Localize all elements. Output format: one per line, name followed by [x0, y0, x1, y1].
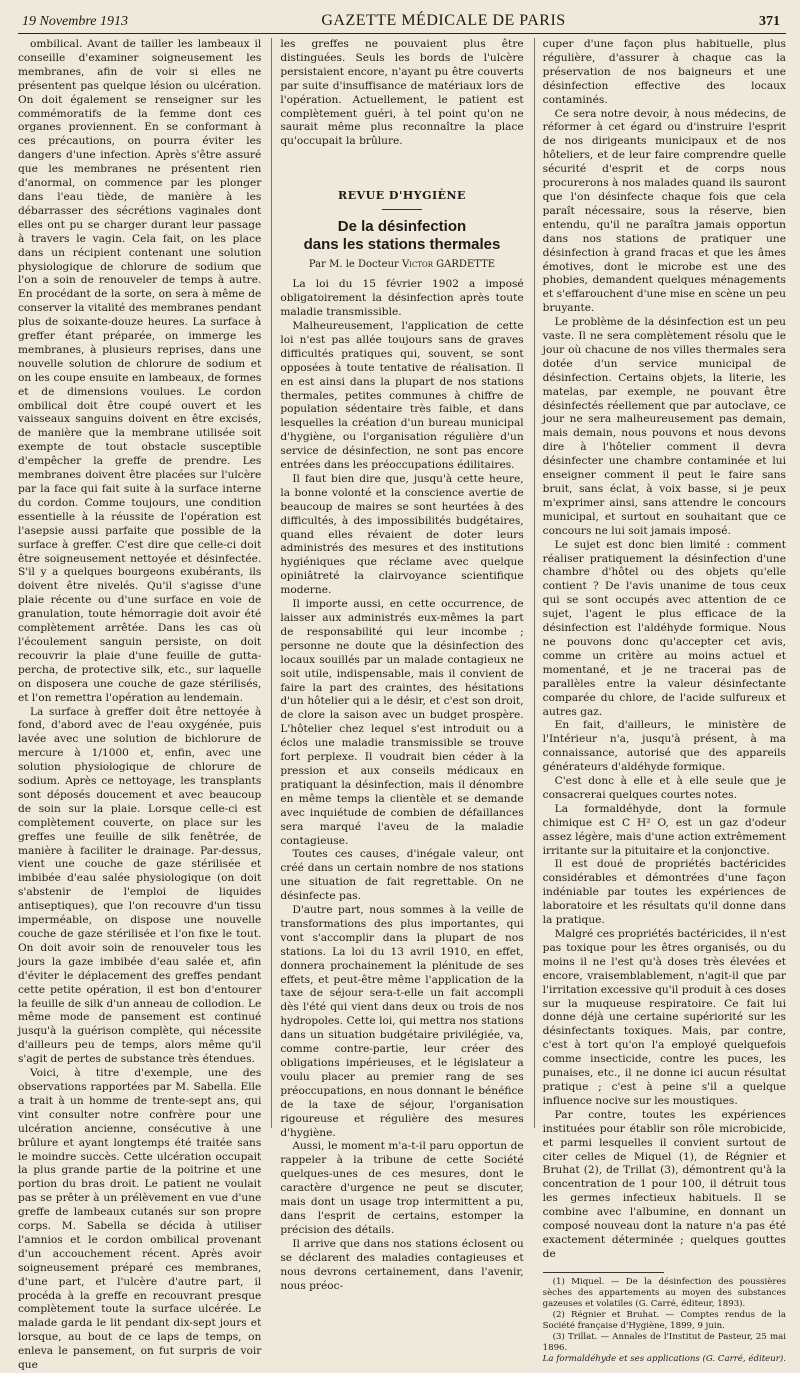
paragraph: Aussi, le moment m'a-t-il paru opportun de rappeler à la tribune de cette Société quelques-unes de ces mesures, dont le caractère d'urgence ne peut se discuter, mais dont un usage trop intermittent a pu, dans l'esprit de certains, estomper la précision des détails.: [280, 1140, 524, 1236]
section-title: REVUE D'HYGIÈNE: [338, 189, 466, 203]
paragraph: Voici, à titre d'exemple, une des observations rapportées par M. Sabella. Elle a trait à un homme de trente-sept ans, qui vint consulter notre confrère pour une ulcération ancienne, consécutive à une brûlure et ayant longtemps été traitée sans le moindre succès. Cette ulcération occupait la plus grande partie de la poitrine et une portion du bras droit. Le patient ne voulait pas se prêter à un prélèvement en vue d'une greffe de lambeaux cutanés sur son propre corps. M. Sabella se décida à utiliser l'amnios et le cordon ombilical provenant d'un accouchement récent. Après avoir soigneusement préparé ces membranes, d'une part, et l'ulcère d'autre part, il procéda à la greffe en recouvrant presque complètement toute la surface ulcérée. Le malade garda le lit pendant dix-sept jours et lorsque, au bout de ce laps de temps, on enleva le pansement, on fut surpris de voir que: [18, 1067, 262, 1372]
column-3: [534, 38, 786, 1364]
paragraph: Ce sera notre devoir, à nous médecins, de réformer à cet égard ou d'instruire l'esprit de nos dirigeants municipaux et de nos hôteliers, et de leur faire comprendre quelle sécurité d'esprit et de corps nous procurerons à nos malades quand ils sauront que l'on désinfecte chaque fois que cela paraît nécessaire, sous la réserve, bien entendu, qu'il ne paraîtra jamais opportun dans nos stations de pratiquer une désinfection à grand fracas et que les âmes émotives, dont le microbe est une des phobies, demandent quelques ménagements et s'effarouchent d'une mise en scène un peu bruyante.: [542, 107, 786, 315]
paragraph: les greffes ne pouvaient plus être distinguées. Seuls les bords de l'ulcère persistaient encore, n'ayant pu être couverts par suite d'insuffisance de matériaux lors de l'opération. Actuellement, le patient est complètement guéri, à tel point qu'on ne saurait même plus reconnaître la place qu'occupait la brûlure.: [280, 38, 524, 148]
paragraph: cuper d'une façon plus habituelle, plus régulière, d'assurer à chaque cas la préservation de nos baigneurs et une désinfection effective des locaux contaminés.: [542, 38, 786, 106]
paragraph: Le sujet est donc bien limité : comment réaliser pratiquement la désinfection d'une chambre d'hôtel ou des objets qu'elle contient ? De l'avis unanime de tous ceux qui se sont occupés avec attention de ce sujet, l'agent le plus efficace de la désinfection est l'aldéhyde formique. Nous ne pouvons donc qu'accepter cet avis, comme un critère au moins actuel et momentané, et je ne tracerai pas de parallèles entre la valeur désinfectante comparée du chlore, de l'acide sulfureux et autres gaz.: [542, 538, 786, 718]
paragraph: La formaldéhyde, dont la formule chimique est C H² O, est un gaz d'odeur assez légère, mais d'une action extrêmement irritante sur la pituitaire et la conjonctive.: [542, 802, 786, 857]
byline: [280, 259, 523, 270]
footnote-3-continued: [543, 1354, 786, 1365]
footnote-3-title: La formaldéhyde et ses applications (G. Carré, éditeur).: [542, 1353, 786, 1364]
paragraph: La loi du 15 février 1902 a imposé obligatoirement la désinfection après toute maladie transmissible.: [280, 278, 524, 319]
divider: [382, 209, 422, 210]
article-title-line-2: dans les stations thermales: [303, 236, 501, 254]
journal-title: GAZETTE MÉDICALE DE PARIS: [321, 12, 566, 29]
column-2: [271, 38, 524, 1292]
paragraph: Toutes ces causes, d'inégale valeur, ont créé dans un certain nombre de nos stations une situation de fait regrettable. On ne désinfecte pas.: [280, 848, 524, 903]
page-number: 371: [759, 14, 780, 29]
paragraph: D'autre part, nous sommes à la veille de transformations des plus importantes, qui vont s'accomplir dans la plupart de nos stations. La loi du 13 avril 1910, en effet, donnera prochainement la plénitude de ses effets, et peut-être même l'application de la taxe de séjour sera-t-elle un fait accompli dès l'été qui vient dans deux ou trois de nos hydropoles. Cette loi, qui mettra nos stations dans un situation budgétaire privilégiée, va, comme contre-partie, leur créer des obligations impérieuses, et le législateur a voulu placer au premier rang de ses préoccupations, en nous donnant le bénéfice de la taxe de séjour, l'organisation rigoureuse et régulière des mesures d'hygiène.: [280, 904, 524, 1139]
paragraph: Il arrive que dans nos stations éclosent ou se déclarent des maladies contagieuses et nous devrons certainement, dans l'avenir, nous préoc-: [280, 1237, 524, 1292]
page-header: [18, 0, 786, 34]
byline-prefix: Par M. le Docteur: [308, 259, 399, 271]
footnote-2: (2) Régnier et Bruhat. — Comptes rendus de la Société française d'Hygiène, 1899, 9 juin.: [542, 1309, 786, 1331]
paragraph: C'est donc à elle et à elle seule que je consacrerai quelques courtes notes.: [542, 775, 786, 801]
footnote-3: (3) Trillat. — Annales de l'Institut de Pasteur, 25 mai 1896.: [542, 1331, 786, 1353]
footnote-divider: [543, 1272, 665, 1273]
footnote-1: (1) Miquel. — De la désinfection des poussières sèches des appartements au moyen des substances gazeuses et volatiles (G. Carré, éditeur, 1893).: [542, 1276, 786, 1309]
paragraph: Il importe aussi, en cette occurrence, de laisser aux administrés eux-mêmes la part de responsabilité qui leur incombe ; personne ne doute que la désinfection des locaux souillés par un malade contagieux ne soit utile, indispensable, mais il convient de faire la part des craintes, des hésitations d'un hôtelier qui a le désir, et c'est son droit, de clore la saison avec un budget prospère. L'hôtelier chez lequel s'est introduit ou a éclos une maladie transmissible se trouve fort perplexe. Il voudrait bien céder à la pression et aux conseils médicaux en pratiquant la désinfection, mais il dénombre en même temps la clientèle et se demande avec inquiétude de combien de défaillances sera marqué l'aveu de la maladie contagieuse.: [280, 598, 524, 847]
paragraph: Par contre, toutes les expériences instituées pour établir son rôle microbicide, et parmi lesquelles il convient surtout de citer celles de Miquel (1), de Régnier et Bruhat (2), de Trillat (3), démontrent qu'à la concentration de 1 pour 100, il détruit tous les germes infectieux habituels. Il se combine avec l'albumine, en donnant un composé nouveau dont la nature n'a pas été exactement déterminée ; quelques gouttes de: [542, 1108, 786, 1260]
paragraph: En fait, d'ailleurs, le ministère de l'Intérieur n'a, jusqu'à présent, à ma connaissance, autorisé que des appareils générateurs d'aldéhyde formique.: [542, 719, 786, 774]
paragraph: Le problème de la désinfection est un peu vaste. Il ne sera complètement résolu que le jour où chacune de nos villes thermales sera dotée d'un service municipal de désinfection. Certains objets, la literie, les matelas, par exemple, ne pouvant être désinfectés réellement que par autoclave, ce jour ne sera malheureusement pas demain, mais demain, nous pouvons et nous devons dire à l'hôtelier comment il devra désinfecter une chambre contaminée et lui enseigner comment il peut le faire sans bruit, sans éclat, à voix basse, si je peux m'exprimer ainsi, sans attendre le concours municipal, et surtout en souhaitant que ce concours ne lui soit jamais imposé.: [542, 316, 786, 537]
paragraph: La surface à greffer doit être nettoyée à fond, d'abord avec de l'eau oxygénée, puis lavée avec une solution de bichlorure de mercure à 1/1000 et, enfin, avec une solution physiologique de chlorure de sodium. Après ce nettoyage, les transplants sont déposés doucement et avec beaucoup de soin sur la plaie. Lorsque celle-ci est complètement couverte, on place sur les greffes une feuille de silk fenêtrée, de manière à faciliter le drainage. Par-dessus, vient une couche de gaze stérilisée et imbibée d'eau salée physiologique (on doit s'abstenir de l'emploi de liquides antiseptiques), que l'on recouvre d'un tissu imperméable, on dispose une nouvelle couche de gaze stérilisée et l'on fixe le tout. On doit avoir soin de renouveler tous les jours la gaze imbibée d'eau salée et, afin d'éviter le déplacement des greffes pendant cette petite opération, il est bon d'entourer la feuille de silk d'un anneau de collodion. Le même mode de pansement est continué jusqu'à la guérison complète, qui nécessite d'ailleurs peu de temps, alors même qu'il s'agit de pertes de substance très étendues.: [18, 705, 262, 1066]
paragraph: Malgré ces propriétés bactéricides, il n'est pas toxique pour les êtres organisés, ou du moins il ne l'est qu'à doses très élevées et encore, vraisemblablement, n'agit-il que par l'irritation excessive qu'il produit à ces doses sur la muqueuse respiratoire. Ce fait lui donne déjà une certaine supériorité sur les désinfectants toxiques. Mais, par contre, c'est à tort qu'on l'a employé quelquefois comme insecticide, contre les puces, les punaises, etc., il ne donne ici aucun résultat pratique ; c'est à peine s'il a quelque influence nocive sur les moustiques.: [542, 928, 786, 1107]
paragraph: ombilical. Avant de tailler les lambeaux il conseille d'examiner soigneusement les membranes, afin de voir si elles ne présentent pas quelque lésion ou ulcération. On doit également se renseigner sur les commémoratifs de la femme dont ces organes proviennent. En se conformant à ces précautions, on pourra éviter les dangers d'une infection. Après s'être assuré que les membranes ne présentent rien d'anormal, on commence par les plonger dans l'eau tiède, de manière à les débarrasser des sécrétions vaginales dont elles ont pu se charger durant leur passage à travers le vagin. Cela fait, on les place dans un récipient contenant une solution physiologique de chlorure de sodium que l'on a soin de renouveler de temps à autre. En procédant de la sorte, on sera à même de conserver la vitalité des membranes pendant plus de soixante-douze heures. La surface à greffer étant préparée, on immerge les membranes, à plusieurs reprises, dans une nouvelle solution de chlorure de sodium et on les coupe ensuite en lambeaux, de formes et de dimensions voulues. Le cordon ombilical doit être coupé ouvert et les vaisseaux sanguins doivent en être excisés, de manière que la membrane utilisée soit exempte de tout obstacle susceptible d'empêcher la greffe de prendre. Les membranes doivent être placées sur l'ulcère par la face qui fait suite à la surface interne du cordon. Comme toujours, une condition essentielle à la réussite de l'opération est l'asepsie aussi parfaite que possible de la surface à greffer. C'est dire que celle-ci doit être soigneusement nettoyée et désinfectée. S'il y a quelques bourgeons exubérants, ils doivent être nivelés. Qu'il s'agisse d'une plaie récente ou d'une surface en voie de granulation, toute hémorragie doit avoir été complètement arrêtée. Dans les cas où l'écoulement sanguin persiste, on doit recouvrir la plaie d'une feuille de gutta-percha, de protective silk, etc., sur laquelle on disposera une couche de gaze stérilisés, et l'on remettra l'opération au lendemain.: [18, 38, 262, 704]
paragraph: Il est doué de propriétés bactéricides considérables et démontrées d'une façon indéniable par toutes les expériences de laboratoire et les résultats qu'il donne dans la pratique.: [542, 858, 786, 927]
paragraph: Il faut bien dire que, jusqu'à cette heure, la bonne volonté et la conscience avertie de beaucoup de maires se sont heurtées à des difficultés, à des impossibilités budgétaires, quand elles révaient de doter leurs administrés des mesures et des institutions hygiéniques que réclame avec quelque opiniâtreté la clairvoyance scientifique moderne.: [280, 472, 524, 597]
column-1: [18, 38, 262, 1372]
paragraph: Malheureusement, l'application de cette loi n'est pas allée toujours sans de graves difficultés pratiques qui, souvent, se sont opposées à toute tentative de réalisation. Il en est ainsi dans la plupart de nos stations thermales, petites communes à chiffre de population sédentaire très faible, et dans lesquelles la création d'un bureau municipal d'hygiène, ou l'organisation régulière d'un service de désinfection, ne sont pas encore entrées dans les préoccupations édilitaires.: [280, 319, 524, 472]
article-title-line-1: De la désinfection: [337, 218, 467, 236]
issue-date: 19 Novembre 1913: [22, 14, 129, 29]
author-name: Victor GARDETTE: [401, 259, 496, 271]
